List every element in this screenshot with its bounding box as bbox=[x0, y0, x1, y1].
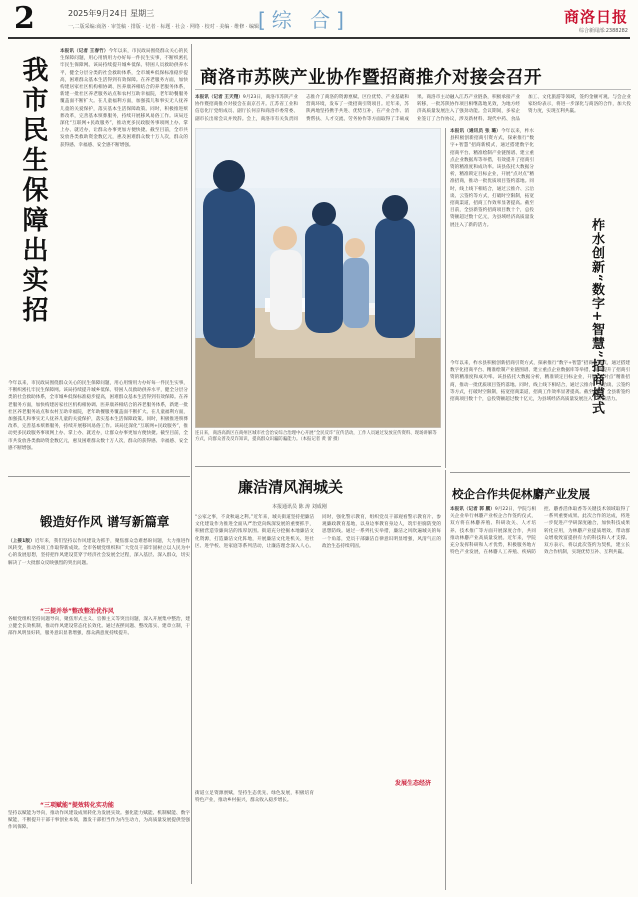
left-mid-subhead-1: “三提并举”整改整治优作风 bbox=[40, 608, 114, 615]
left-mid-section-2: 坚持以赋能为导向，推动作风建设成果转化为发展实效。强化能力赋能、机制赋能、数字赋能，不断提升干部干事创业本领，激发干部担当作为内生动力，为高质量发展提供坚强作风保障。 bbox=[8, 811, 190, 831]
left-mid-headline: 锻造好作风 谱写新篇章 bbox=[40, 514, 170, 529]
main-byline: 本报讯（记者 王天翔） bbox=[195, 95, 243, 100]
section-rule bbox=[450, 472, 630, 473]
right-bottom-text: 9月22日，学院与相关企业举行林麝产业校企合作签约仪式，双方将在林麝养殖、科研攻关、人才培养、技术推广等方面开展深度合作，共同推动林麝产业高质量发展。近年来，学院充分发挥科研和人才优势，积极服务地方特色产业发展，在林麝人工养殖、疾病防控、麝香活体取香等关键技术领域取得了一系列重要成果。此次合作的达成，将进一步促进产学研深度融合，加快科技成果转化应用，为林麝产业提质增效、带动群众增收致富提供有力的科技和人才支撑。双方表示，将以此次签约为契机，建立长效合作机制，实现优势互补、互利共赢。 bbox=[450, 507, 630, 556]
mid-bottom-body: “公家之事，不贪秋毫之利。”近年来，城关街道坚持把廉洁文化建设作为推进全面从严治党向纵深发展的重要抓手，积极营造崇廉尚洁的浓厚氛围。街道充分挖掘本地廉洁文化资源，打造廉洁文化阵地，开展廉洁文化进机关、进社区、进学校、进家庭等系列活动，让廉洁理念深入人心。同时，强化警示教育，组织党员干部观看警示教育片、参观廉政教育基地，以身边事教育身边人，筑牢拒腐防变的思想防线。通过一系列扎实举措，廉洁之风吹遍城关的每一个角落，党员干部廉洁自律意识明显增强，风清气正的政治生态持续巩固。 bbox=[195, 515, 441, 549]
masthead bbox=[0, 0, 638, 40]
left-feature-text: 今年以来，市民政局围绕群众关心的民生保障问题，用心用情用力办好每一件民生实事，不断织密扎牢民生保障网。该局持续提升城乡低保、特困人员救助供养水平，健全分层分类的社会救助体系，全市城乡低保标准稳步提高，困难群众基本生活得到有效保障。在养老服务方面，加快构建居家社区机构相协调、医养康养相结合的养老服务体系，新建一批社区养老服务站点和农村互助幸福院，老年助餐服务覆盖面不断扩大。在儿童福利方面，加强孤儿和事实无人抚养儿童的关爱保护，落实基本生活保障政策。同时，积极推进殡葬改革，完善基本殡葬服务，持续开展移风易俗工作。该局还深化“互联网+民政服务”，推动更多民政服务事项网上办、掌上办、就近办，让群众办事更加方便快捷。截至目前，全市共发放各类救助资金数亿元，惠及困难群众数十万人次，群众的获得感、幸福感、安全感不断增强。 bbox=[60, 49, 188, 148]
headline-rule bbox=[195, 89, 631, 90]
mid-bottom-sub-body: 街道立足资源禀赋，坚持生态优先、绿色发展，积极培育特色产业，推动乡村振兴，群众收入稳步增长。 bbox=[195, 791, 314, 804]
left-feature-body-cont: 今年以来，市民政局围绕群众关心的民生保障问题，用心用情用力办好每一件民生实事，不断织密扎牢民生保障网。该局持续提升城乡低保、特困人员救助供养水平，健全分层分类的社会救助体系，全市城乡低保标准稳步提高，困难群众基本生活得到有效保障。在养老服务方面，加快构建居家社区机构相协调、医养康养相结合的养老服务体系，新建一批社区养老服务站点和农村互助幸福院，老年助餐服务覆盖面不断扩大。在儿童福利方面，加强孤儿和事实无人抚养儿童的关爱保护，落实基本生活保障政策。同时，积极推进殡葬改革，完善基本殡葬服务，持续开展移风易俗工作。该局还深化“互联网+民政服务”，推动更多民政服务事项网上办、掌上办、就近办，让群众办事更加方便快捷。截至目前，全市共发放各类救助资金数亿元，惠及困难群众数十万人次，群众的获得感、幸福感、安全感不断增强。 bbox=[8, 381, 188, 451]
section-rule bbox=[195, 466, 441, 467]
main-headline: 商洛市苏陕产业协作暨招商推介对接会召开 bbox=[200, 68, 542, 88]
page-number: 2 bbox=[14, 1, 35, 36]
left-mid-byline: （上接1版） bbox=[8, 539, 35, 544]
right-bottom-headline: 校企合作共促林麝产业发展 bbox=[452, 487, 590, 501]
main-article-text: 9月23日，商洛市苏陕产业协作暨招商推介对接会在南京召开。江苏省工业和信息化厅党组成员、副厅长何京和商洛市委常委、副市长出席会议并致辞。会上，商洛市有关负责同志推介了商洛的资源禀赋、区位优势、产业基础和营商环境，发布了一批招商引资项目。近年来，苏陕两地坚持携手共进、优势互补，在产业合作、消费帮扶、人才交流、劳务协作等方面取得了丰硕成果。商洛市主动融入江苏产业链条，积极承接产业转移，一批苏陕协作项目相继落地见效，为地方经济高质量发展注入了强劲动能。会议期间，多家企业签订了合作协议，涉及新材料、现代中药、食品加工、文化旅游等领域，签约金额可观。与会企业家纷纷表示，将进一步深化与商洛的合作，加大投资力度，实现互利共赢。 bbox=[195, 95, 631, 122]
edition-line: 综合新闻部:2388282 bbox=[579, 28, 628, 34]
photo-caption-text: 连日来，商洛高新区在商州区城市社会治安综合治理中心开展“全民反诈”宣传活动，工作人员通过发放宣传资料、现场讲解等方式，向群众普及反诈知识，提高群众识骗防骗能力。 bbox=[195, 431, 437, 443]
main-article-body bbox=[195, 94, 631, 127]
news-photo bbox=[195, 128, 441, 428]
column-rule bbox=[445, 470, 446, 890]
left-mid-section-1: 各级党组织坚持问题导向，聚焦形式主义、官僚主义等突出问题，深入开展集中整治，建立健全长效机制，推动作风建设常态化长效化。通过查摆问题、整改落实、建章立制，干部作风明显好转，服务意识显著增强，群众满意度持续提升。 bbox=[8, 617, 190, 637]
right-bottom-byline: 本报讯（记者 郭 鹏） bbox=[450, 507, 495, 512]
right-top-byline: 本报讯（通讯员 张 璐） bbox=[450, 129, 501, 134]
left-mid-text: 近年来，我们坚持以作风建设为抓手，聚焦群众急难愁盼问题，大力推进作风转变，推动各项工作取得新成效。全市各级党组织和广大党员干部牢固树立以人民为中心的发展思想，坚持把作风建设贯穿于经济社会发展全过程，深入基层、深入群众，切实解决了一大批群众反映强烈的突出问题。 bbox=[8, 539, 190, 566]
column-rule bbox=[445, 128, 446, 468]
staff-line: 一,二版采编:商洛 · 审签稿 · 排版 · 记者 · 标题 · 社会 · 网络 · 校对 · 美编 · 维修 · 编辑 bbox=[68, 24, 259, 30]
right-bottom-body bbox=[450, 506, 630, 890]
right-top-body-cont: 今年以来，柞水县积极创新招商引资方式，探索推行“数字+智慧”招商新模式，通过搭建数字化招商平台、精准绘制产业链图谱、建立重点企业数据库等举措，有效提升了招商引资的精准度和成功率。该县依托大数据分析，精准锁定目标企业，开展“点对点”精准招商，推动一批优质项目签约落地。同时，线上线下相结合，通过云推介、云洽谈、云签约等方式，打破时空限制，拓宽招商渠道，招商工作效率显著提高。截至目前，全县新签约招商项目数十个，总投资额超过数十亿元，为县域经济高质量发展注入了新的活力。 bbox=[450, 361, 630, 403]
left-mid-subhead-2: “三项赋能”提效转化实功能 bbox=[40, 802, 114, 809]
photo-credit: （本报记者 黄 蕾 摄） bbox=[300, 437, 342, 443]
left-feature-title: 我市民生保障出实招 bbox=[18, 56, 48, 326]
column-rule bbox=[191, 44, 192, 884]
header-rule bbox=[8, 37, 630, 39]
left-mid-body bbox=[8, 538, 190, 600]
news-photo-illustration bbox=[195, 128, 441, 428]
left-feature-body bbox=[60, 48, 188, 378]
newspaper-logo: 商洛日报 bbox=[563, 8, 628, 26]
section-title: [综 合] bbox=[258, 8, 350, 32]
issue-date: 2025年9月24日 星期三 bbox=[68, 9, 155, 18]
right-top-title: 柞水创新“数字+智慧”招商模式 bbox=[589, 218, 604, 415]
section-rule bbox=[8, 476, 190, 477]
mid-bottom-subhead: 发展生态经济 bbox=[395, 780, 432, 787]
left-feature-byline: 本报讯（记者 王春竹） bbox=[60, 49, 109, 54]
right-top-text: 今年以来，柞水县积极创新招商引资方式，探索推行“数字+智慧”招商新模式，通过搭建数字化招商平台、精准绘制产业链图谱、建立重点企业数据库等举措，有效提升了招商引资的精准度和成功率。该县依托大数据分析，精准锁定目标企业，开展“点对点”精准招商，推动一批优质项目签约落地。同时，线上线下相结合，通过云推介、云洽谈、云签约等方式，打破时空限制，拓宽招商渠道，招商工作效率显著提高。截至目前，全县新签约招商项目数十个，总投资额超过数十亿元，为县域经济高质量发展注入了新的活力。 bbox=[450, 129, 534, 228]
mid-bottom-headline: 廉洁清风润城关 bbox=[238, 478, 344, 496]
photo-caption bbox=[195, 431, 441, 443]
mid-bottom-byline: 本报通讯员 陈 涛 刘成刚 bbox=[272, 504, 327, 510]
